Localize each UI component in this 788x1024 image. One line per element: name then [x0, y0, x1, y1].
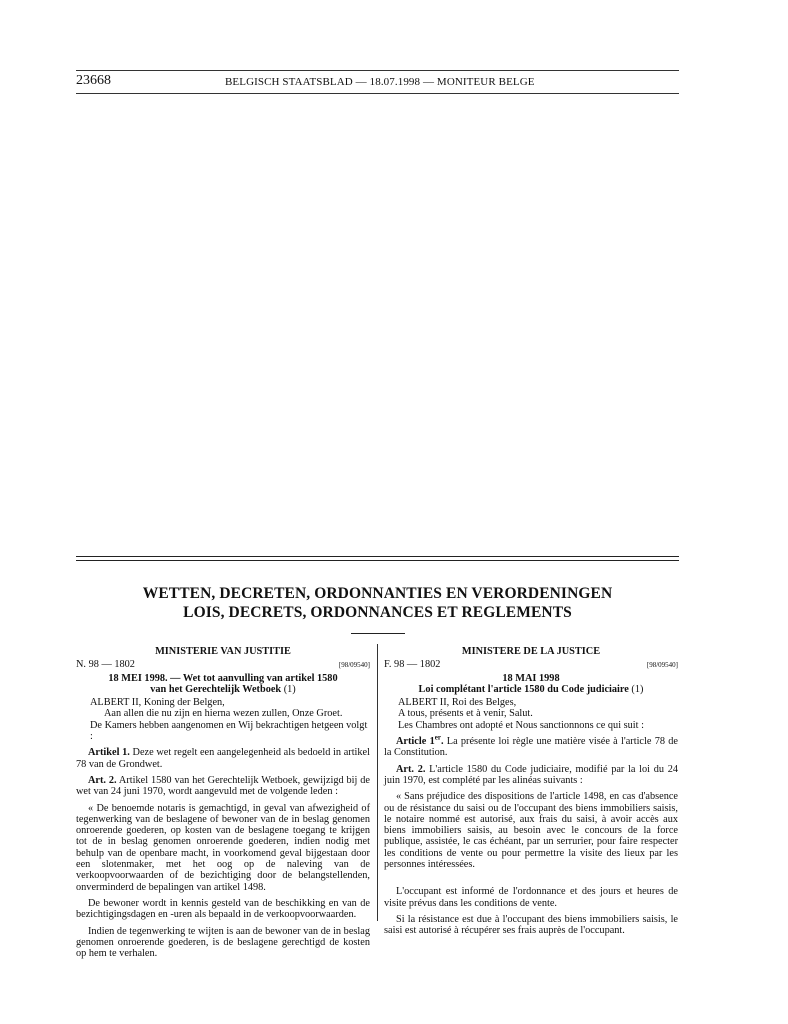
king-line-fr: ALBERT II, Roi des Belges,: [398, 697, 517, 709]
document-number-nl: N. 98 — 1802: [76, 659, 135, 671]
section-rule-second: [76, 560, 679, 561]
footnote-ref-fr: (1): [628, 683, 644, 695]
ministry-heading-nl: MINISTERIE VAN JUSTITIE: [155, 646, 291, 657]
running-head: BELGISCH STAATSBLAD — 18.07.1998 — MONITEUR BELGE: [225, 76, 535, 88]
reference-code-nl: [98/09540]: [338, 661, 370, 670]
column-fr: [384, 646, 678, 937]
document-number-fr: F. 98 — 1802: [384, 659, 441, 671]
article-2-text-nl: Artikel 1580 van het Gerechtelijk Wetboek, gewijzigd bij de wet van 24 juni 1970, wordt aangevuld met de volgende leden :: [76, 774, 370, 798]
paragraph-2-nl: De bewoner wordt in kennis gesteld van de beschikking en van de bezichtigingsdagen en -uren als bepaald in de verkoopvoorwaarden.: [76, 897, 370, 921]
law-title-nl-line2-text: van het Gerechtelijk Wetboek: [150, 683, 282, 695]
column-nl: [76, 646, 370, 959]
greeting-fr: A tous, présents et à venir, Salut.: [398, 708, 533, 720]
section-title-fr: LOIS, DECRETS, ORDONNANCES ET REGLEMENTS: [183, 604, 572, 621]
king-line-nl: ALBERT II, Koning der Belgen,: [90, 697, 225, 709]
law-title-nl: [76, 673, 370, 696]
law-title-fr-line1: 18 MAI 1998: [502, 672, 560, 684]
paragraph-2-fr: L'occupant est informé de l'ordonnance et des jours et heures de visite prévus dans les conditions de vente.: [384, 886, 678, 909]
reference-line-fr: [384, 659, 678, 671]
article-1-label-fr-end: .: [440, 736, 444, 748]
law-title-fr: [384, 673, 678, 696]
paragraph-3-nl: Indien de tegenwerking te wijten is aan de bewoner van de in beslag genomen onroerende goederen, is de beslagene gerechtigd de kosten op hem te verhalen.: [76, 925, 370, 960]
article-2-label-nl: Art. 2.: [88, 774, 117, 786]
article-2-label-fr: Art. 2.: [396, 763, 426, 775]
paragraph-3-fr: Si la résistance est due à l'occupant des biens immobiliers saisis, le saisi est autorisé à récupérer ses frais auprès de l'occupant.: [384, 913, 678, 937]
law-title-fr-line2: [384, 684, 678, 695]
article-1-text-nl: Deze wet regelt een aangelegenheid als bedoeld in artikel 78 van de Grondwet.: [76, 747, 370, 770]
paragraph-1-fr: « Sans préjudice des dispositions de l'article 1498, en cas d'absence ou de résistance du saisi ou de l'occupant des biens immobiliers saisis, le notaire nommé est autorisé, aux frais du saisi, à avoir accès aux biens immobiliers saisis, au besoin avec le concours de la force publique, assistée, le cas échéant, par un serrurier, pour faire respecter les conditions de vente ou pour permettre la visite des lieux par les personnes intéressées.: [384, 791, 678, 871]
law-title-fr-line2-text: Loi complétant l'article 1580 du Code judiciaire: [418, 683, 629, 695]
section-title-nl: WETTEN, DECRETEN, ORDONNANTIES EN VERORDENINGEN: [142, 585, 613, 602]
header-rule-top: [76, 70, 679, 71]
article-1-fr: [384, 733, 678, 759]
page-number: 23668: [76, 73, 111, 88]
article-1-label-fr: [396, 733, 444, 748]
law-title-nl-line1: 18 MEI 1998. — Wet tot aanvulling van artikel 1580: [108, 672, 338, 684]
article-2-text-fr: L'article 1580 du Code judiciaire, modifié par la loi du 24 juin 1970, est complété par les alinéas suivants :: [384, 763, 678, 786]
header-rule-bottom: [76, 93, 679, 94]
section-rule-top: [76, 556, 679, 557]
section-short-rule: [351, 633, 405, 634]
article-1-text-fr: La présente loi règle une matière visée à l'article 78 de la Constitution.: [384, 736, 678, 759]
paragraph-1-nl: « De benoemde notaris is gemachtigd, in geval van afwezigheid of tegenwerking van de beslagene of bewoner van de in beslag genomen onroerende goederen, op kosten van de beslagene toegang te krijgen tot de in beslag genomen onroerende goederen, indien nodig met behulp van de openbare macht, in voorkomend geval bijgestaan door een slotenmaker, met het oog op de naleving van de verkoopvoorwaarden of de bezichtiging door de belangstellenden, onverminderd de bepalingen van artikel 1498.: [76, 802, 370, 893]
footnote-ref-nl: (1): [281, 683, 296, 695]
article-2-fr: [384, 764, 678, 787]
greeting-nl: Aan allen die nu zijn en hierna wezen zullen, Onze Groet.: [104, 708, 343, 720]
reference-code-fr: [98/09540]: [646, 661, 678, 670]
article-2-nl: [76, 775, 370, 798]
article-1-label-fr-text: Article 1: [396, 736, 435, 748]
enactment-fr: Les Chambres ont adopté et Nous sanctionnons ce qui suit :: [398, 719, 644, 731]
section-title: [76, 584, 679, 622]
article-1-label-nl: Artikel 1.: [88, 747, 130, 759]
ministry-heading-fr: MINISTERE DE LA JUSTICE: [461, 646, 601, 657]
column-divider: [377, 644, 378, 921]
enactment-nl: De Kamers hebben aangenomen en Wij bekrachtigen hetgeen volgt :: [90, 719, 368, 743]
article-1-label-fr-sup: er: [434, 733, 441, 742]
article-1-nl: [76, 747, 370, 770]
reference-line-nl: [76, 659, 370, 671]
law-title-nl-line2: [76, 684, 370, 695]
